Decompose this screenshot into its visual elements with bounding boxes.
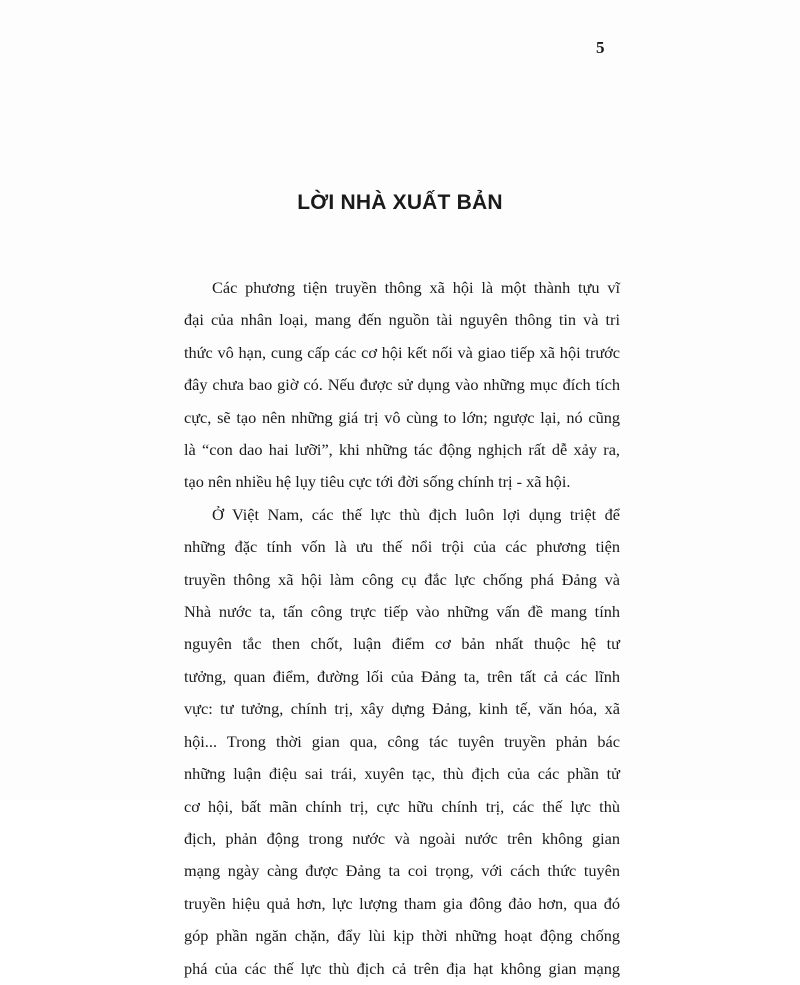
text-line: tạo nên nhiều hệ lụy tiêu cực tới đời sống chính trị - xã hội. — [184, 472, 571, 492]
text-line: truyền hiệu quả hơn, lực lượng tham gia đông đảo hơn, qua đó — [184, 893, 620, 913]
text-line: Ở Việt Nam, các thế lực thù địch luôn lợi dụng triệt để — [212, 504, 620, 524]
text-line: những đặc tính vốn là ưu thế nổi trội của các phương tiện — [184, 537, 620, 557]
text-line: Các phương tiện truyền thông xã hội là một thành tựu vĩ — [212, 278, 620, 297]
text-line: những luận điệu sai trái, xuyên tạc, thù địch của các phần tử — [184, 764, 620, 784]
text-line: phá của các thế lực thù địch cả trên địa hạt không gian mạng — [184, 958, 620, 978]
text-line: địch, phản động trong nước và ngoài nước trên không gian — [184, 828, 620, 848]
body-text — [184, 272, 620, 985]
text-line: đại của nhân loại, mang đến nguồn tài nguyên thông tin và tri — [184, 310, 620, 330]
chapter-title: LỜI NHÀ XUẤT BẢN — [297, 191, 503, 214]
text-line: nguyên tắc then chốt, luận điểm cơ bản nhất thuộc hệ tư — [184, 634, 620, 654]
text-line: hội... Trong thời gian qua, công tác tuyên truyền phản bác — [184, 731, 620, 751]
text-line: là “con dao hai lưỡi”, khi những tác động nghịch rất dễ xảy ra, — [184, 440, 620, 460]
text-line: Nhà nước ta, tấn công trực tiếp vào những vấn đề mang tính — [184, 602, 620, 622]
text-line: cực, sẽ tạo nên những giá trị vô cùng to lớn; ngược lại, nó cũng — [184, 407, 620, 427]
text-line: thức vô hạn, cung cấp các cơ hội kết nối và giao tiếp xã hội trước — [184, 342, 620, 362]
text-line: truyền thông xã hội làm công cụ đắc lực chống phá Đảng và — [184, 569, 620, 589]
text-line: cơ hội, bất mãn chính trị, cực hữu chính trị, các thế lực thù — [184, 796, 620, 816]
page-number: 5 — [596, 38, 605, 57]
text-line: tưởng, quan điểm, đường lối của Đảng ta, trên tất cả các lĩnh — [184, 666, 620, 686]
text-line: đây chưa bao giờ có. Nếu được sử dụng vào những mục đích tích — [184, 375, 620, 395]
text-line: góp phần ngăn chặn, đẩy lùi kịp thời những hoạt động chống — [184, 926, 620, 946]
text-line: vực: tư tưởng, chính trị, xây dựng Đảng, kinh tế, văn hóa, xã — [184, 699, 620, 719]
text-line: mạng ngày càng được Đảng ta coi trọng, với cách thức tuyên — [184, 861, 620, 881]
